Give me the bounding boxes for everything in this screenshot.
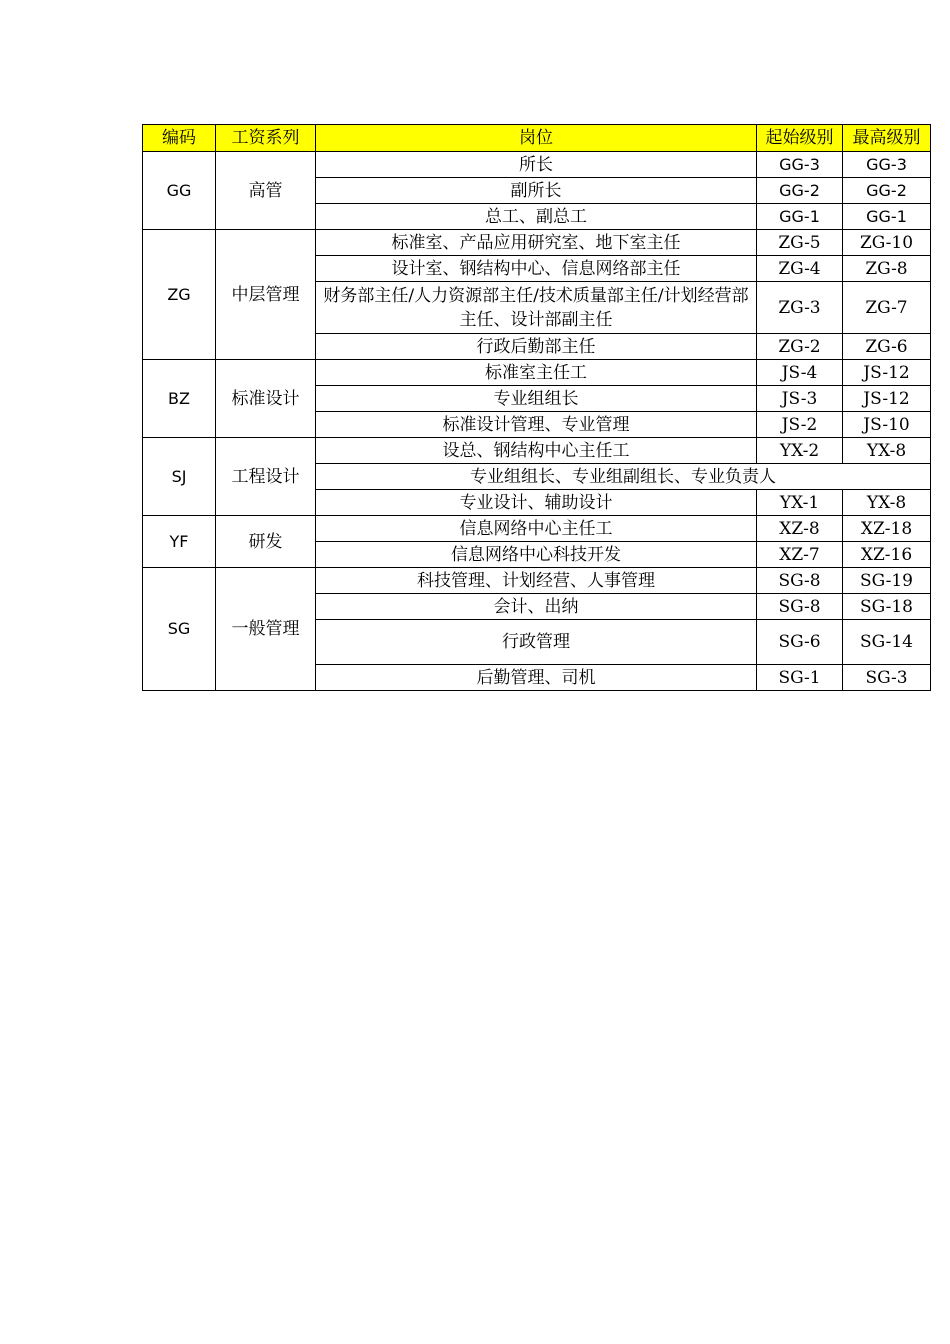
start-grade-cell: XZ-8 <box>757 516 843 542</box>
group-code: GG <box>143 152 216 230</box>
position-cell: 标准室主任工 <box>316 360 757 386</box>
table-row <box>143 568 931 594</box>
start-grade-cell: XZ-7 <box>757 542 843 568</box>
position-cell: 会计、出纳 <box>316 594 757 620</box>
position-cell: 设总、钢结构中心主任工 <box>316 438 757 464</box>
group-code: ZG <box>143 230 216 360</box>
table-row <box>143 152 931 178</box>
position-cell: 专业组组长、专业组副组长、专业负责人 <box>316 464 931 490</box>
start-grade-cell: GG-3 <box>757 152 843 178</box>
max-grade-cell: SG-19 <box>843 568 931 594</box>
max-grade-cell: JS-10 <box>843 412 931 438</box>
position-cell: 所长 <box>316 152 757 178</box>
start-grade-cell: SG-8 <box>757 568 843 594</box>
position-cell: 后勤管理、司机 <box>316 665 757 691</box>
start-grade-cell: YX-1 <box>757 490 843 516</box>
max-grade-cell: XZ-18 <box>843 516 931 542</box>
header-max-grade: 最高级别 <box>843 125 931 152</box>
header-start-grade: 起始级别 <box>757 125 843 152</box>
start-grade-cell: SG-1 <box>757 665 843 691</box>
table-row <box>143 360 931 386</box>
max-grade-cell: GG-1 <box>843 204 931 230</box>
max-grade-cell: SG-18 <box>843 594 931 620</box>
start-grade-cell: ZG-2 <box>757 334 843 360</box>
table-row <box>143 516 931 542</box>
max-grade-cell: GG-3 <box>843 152 931 178</box>
salary-grade-table <box>142 124 931 691</box>
position-cell: 科技管理、计划经营、人事管理 <box>316 568 757 594</box>
table-row <box>143 230 931 256</box>
position-cell: 行政管理 <box>316 620 757 665</box>
start-grade-cell: JS-2 <box>757 412 843 438</box>
header-position: 岗位 <box>316 125 757 152</box>
start-grade-cell: ZG-3 <box>757 282 843 334</box>
position-cell: 副所长 <box>316 178 757 204</box>
position-cell: 行政后勤部主任 <box>316 334 757 360</box>
max-grade-cell: YX-8 <box>843 490 931 516</box>
group-series: 标准设计 <box>216 360 316 438</box>
group-code: SJ <box>143 438 216 516</box>
position-cell: 信息网络中心主任工 <box>316 516 757 542</box>
max-grade-cell: ZG-8 <box>843 256 931 282</box>
group-series: 工程设计 <box>216 438 316 516</box>
start-grade-cell: GG-2 <box>757 178 843 204</box>
position-cell: 标准设计管理、专业管理 <box>316 412 757 438</box>
start-grade-cell: JS-3 <box>757 386 843 412</box>
max-grade-cell: ZG-10 <box>843 230 931 256</box>
max-grade-cell: YX-8 <box>843 438 931 464</box>
max-grade-cell: ZG-7 <box>843 282 931 334</box>
max-grade-cell: SG-3 <box>843 665 931 691</box>
max-grade-cell: JS-12 <box>843 386 931 412</box>
start-grade-cell: ZG-4 <box>757 256 843 282</box>
group-series: 中层管理 <box>216 230 316 360</box>
table-row <box>143 438 931 464</box>
header-series: 工资系列 <box>216 125 316 152</box>
position-cell: 总工、副总工 <box>316 204 757 230</box>
start-grade-cell: JS-4 <box>757 360 843 386</box>
header-row <box>143 125 931 152</box>
position-cell: 财务部主任/人力资源部主任/技术质量部主任/计划经营部主任、设计部副主任 <box>316 282 757 334</box>
max-grade-cell: GG-2 <box>843 178 931 204</box>
group-series: 高管 <box>216 152 316 230</box>
start-grade-cell: ZG-5 <box>757 230 843 256</box>
position-cell: 信息网络中心科技开发 <box>316 542 757 568</box>
group-series: 一般管理 <box>216 568 316 691</box>
position-cell: 标准室、产品应用研究室、地下室主任 <box>316 230 757 256</box>
start-grade-cell: YX-2 <box>757 438 843 464</box>
group-code: YF <box>143 516 216 568</box>
start-grade-cell: SG-8 <box>757 594 843 620</box>
max-grade-cell: XZ-16 <box>843 542 931 568</box>
start-grade-cell: SG-6 <box>757 620 843 665</box>
position-cell: 专业组组长 <box>316 386 757 412</box>
group-series: 研发 <box>216 516 316 568</box>
group-code: SG <box>143 568 216 691</box>
group-code: BZ <box>143 360 216 438</box>
header-code: 编码 <box>143 125 216 152</box>
max-grade-cell: SG-14 <box>843 620 931 665</box>
max-grade-cell: JS-12 <box>843 360 931 386</box>
position-cell: 专业设计、辅助设计 <box>316 490 757 516</box>
start-grade-cell: GG-1 <box>757 204 843 230</box>
position-cell: 设计室、钢结构中心、信息网络部主任 <box>316 256 757 282</box>
max-grade-cell: ZG-6 <box>843 334 931 360</box>
